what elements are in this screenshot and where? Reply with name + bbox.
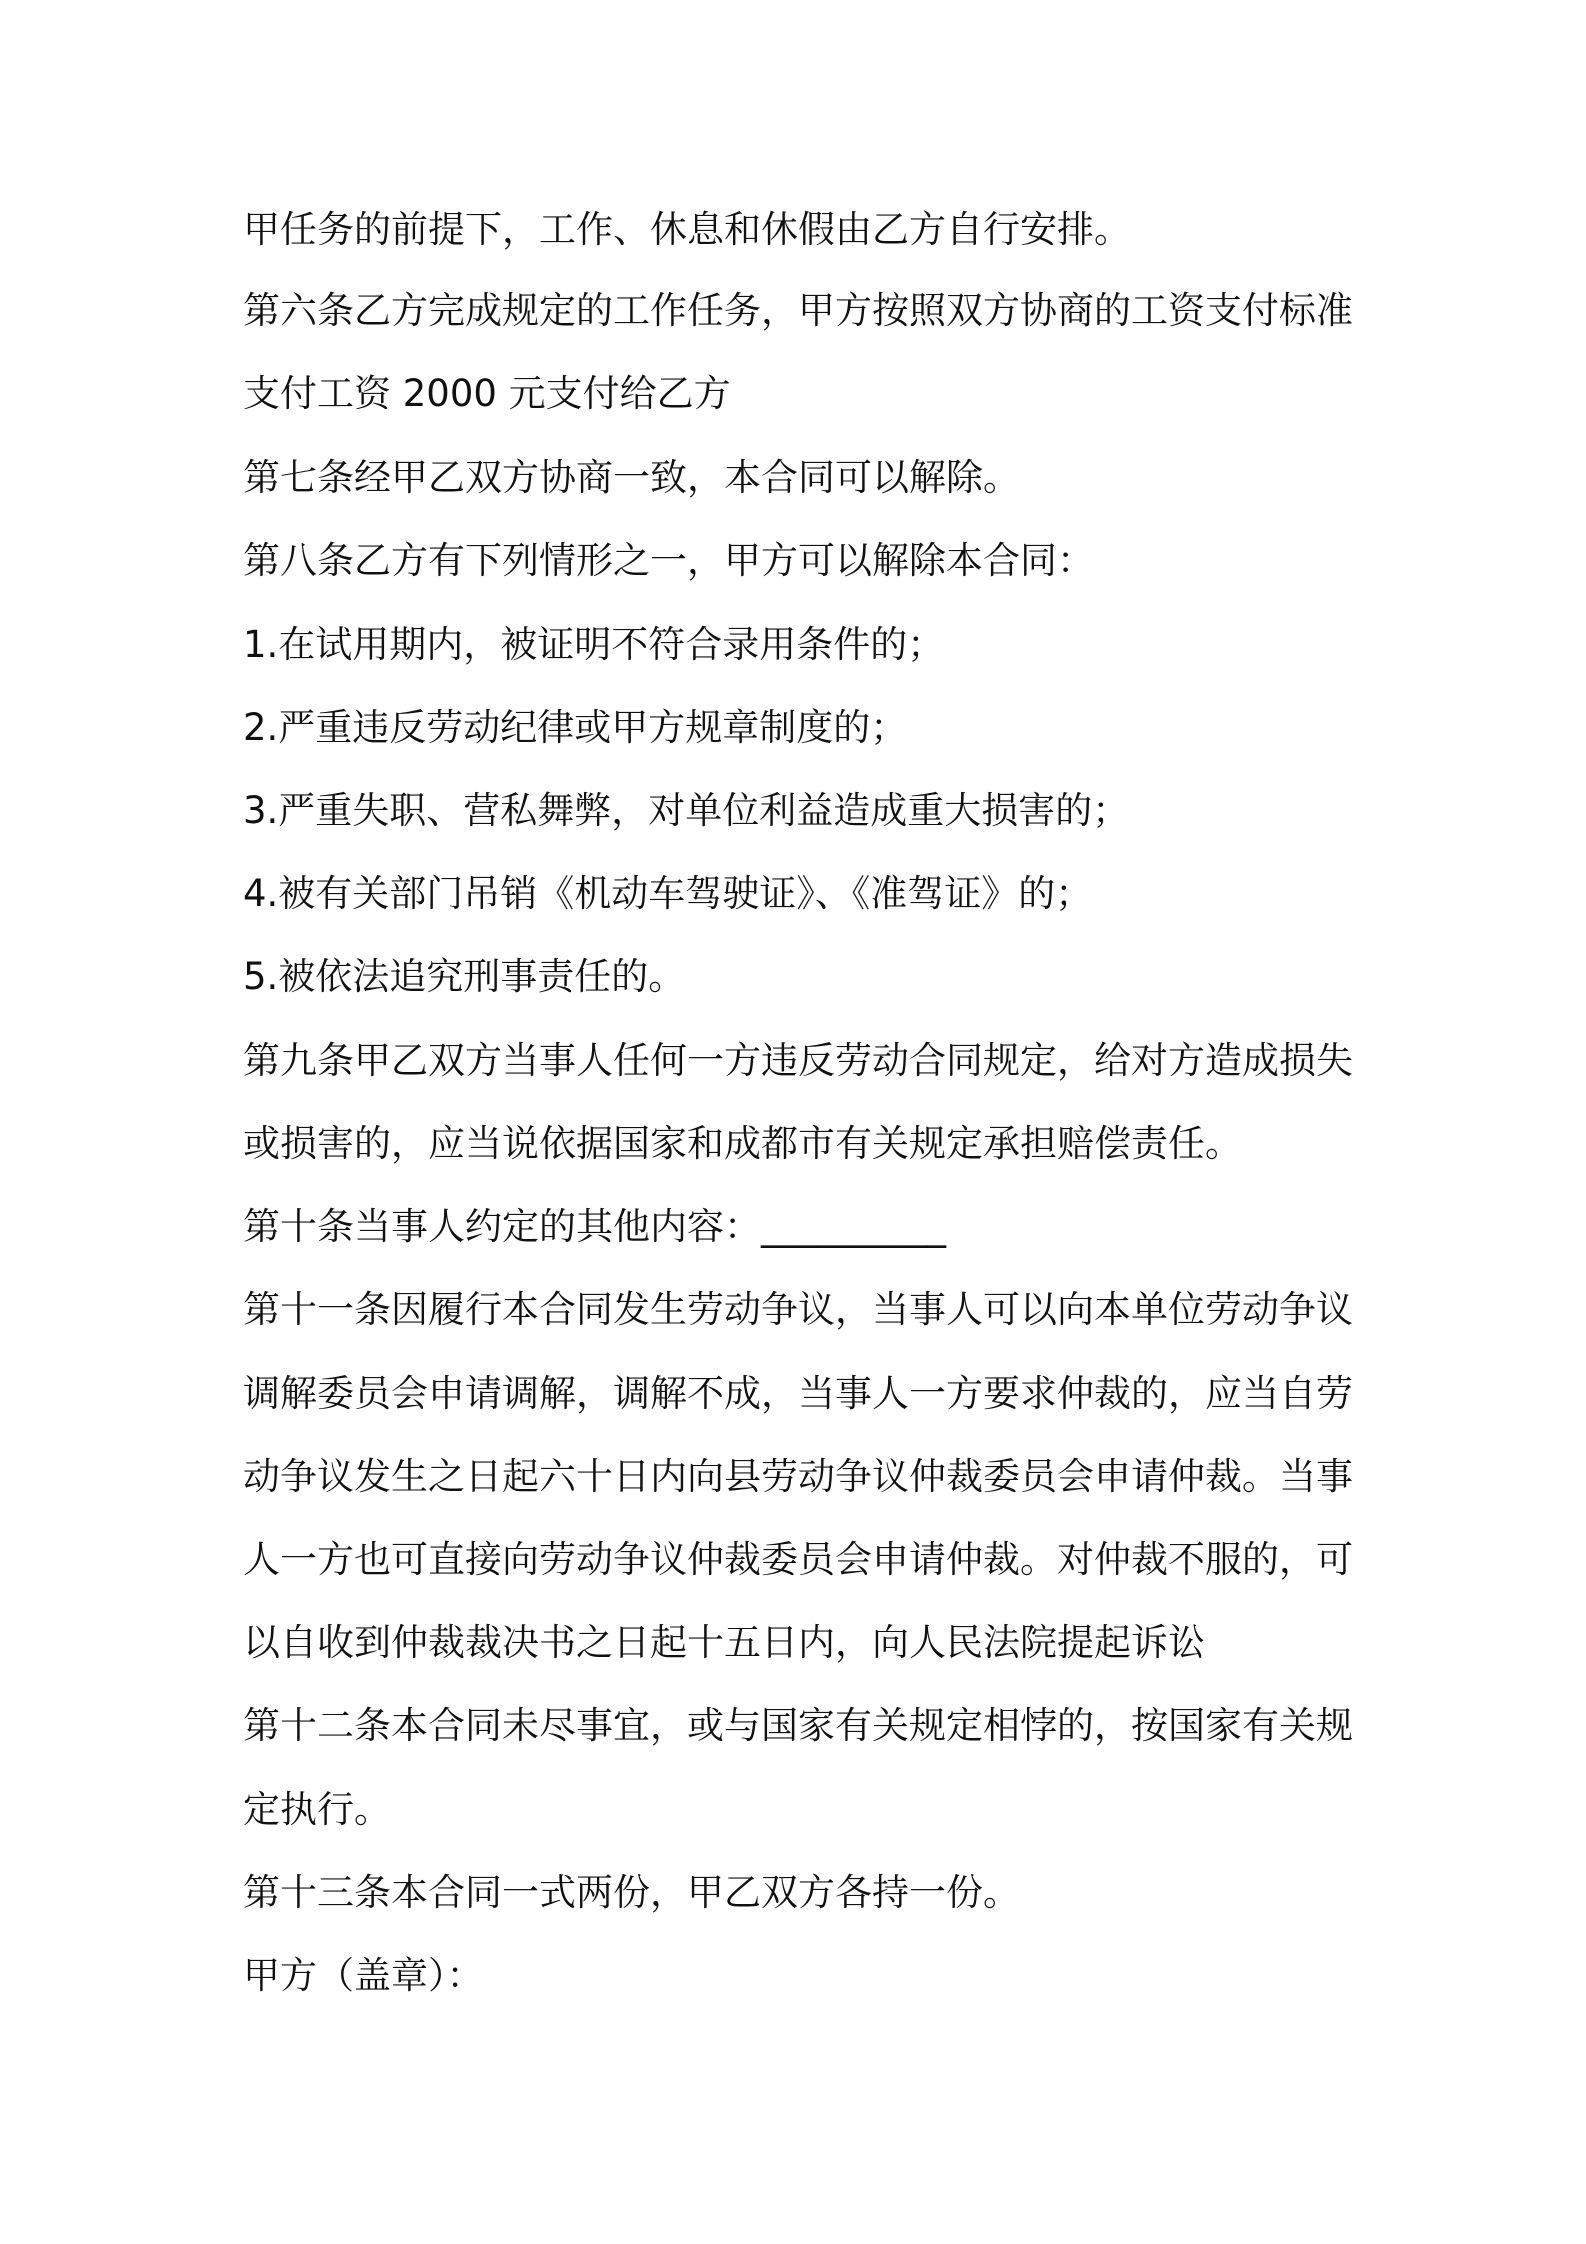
text-line: 5.被依法追究刑事责任的。 [243,955,686,998]
text-line: 或损害的，应当说依据国家和成都市有关规定承担赔偿责任。 [243,1122,1242,1165]
text-line: 动争议发生之日起六十日内向县劳动争议仲裁委员会申请仲裁。当事 [243,1455,1353,1498]
text-line: 2.严重违反劳动纪律或甲方规章制度的； [243,706,908,749]
text-line: 以自收到仲裁裁决书之日起十五日内，向人民法院提起诉讼 [243,1621,1205,1664]
text-line: 第十一条因履行本合同发生劳动争议，当事人可以向本单位劳动争议 [243,1288,1353,1331]
text-line: 甲方（盖章）： [243,1954,484,1997]
text-line: 调解委员会申请调解，调解不成，当事人一方要求仲裁的，应当自劳 [243,1372,1353,1415]
text-line: 4.被有关部门吊销《机动车驾驶证》、《准驾证》的； [243,872,1093,915]
text-line: 第九条甲乙双方当事人任何一方违反劳动合同规定，给对方造成损失 [243,1039,1353,1082]
text-line: 支付工资 2000 元支付给乙方 [243,372,731,415]
text-line: 3.严重失职、营私舞弊，对单位利益造成重大损害的； [243,789,1130,832]
text-line: 人一方也可直接向劳动争议仲裁委员会申请仲裁。对仲裁不服的，可 [243,1538,1353,1581]
text-line: 第十二条本合同未尽事宜，或与国家有关规定相悖的，按国家有关规 [243,1704,1353,1747]
text-line: 1.在试用期内，被证明不符合录用条件的； [243,623,945,666]
text-line: 第十三条本合同一式两份，甲乙双方各持一份。 [243,1871,1020,1914]
text-line: 定执行。 [243,1788,391,1831]
text-line: 第十条当事人约定的其他内容：__________ [243,1205,946,1248]
text-line: 第六条乙方完成规定的工作任务，甲方按照双方协商的工资支付标准 [243,289,1353,332]
text-line: 甲任务的前提下，工作、休息和休假由乙方自行安排。 [243,208,1131,251]
text-line: 第八条乙方有下列情形之一，甲方可以解除本合同： [243,539,1094,582]
text-line: 第七条经甲乙双方协商一致，本合同可以解除。 [243,456,1020,499]
